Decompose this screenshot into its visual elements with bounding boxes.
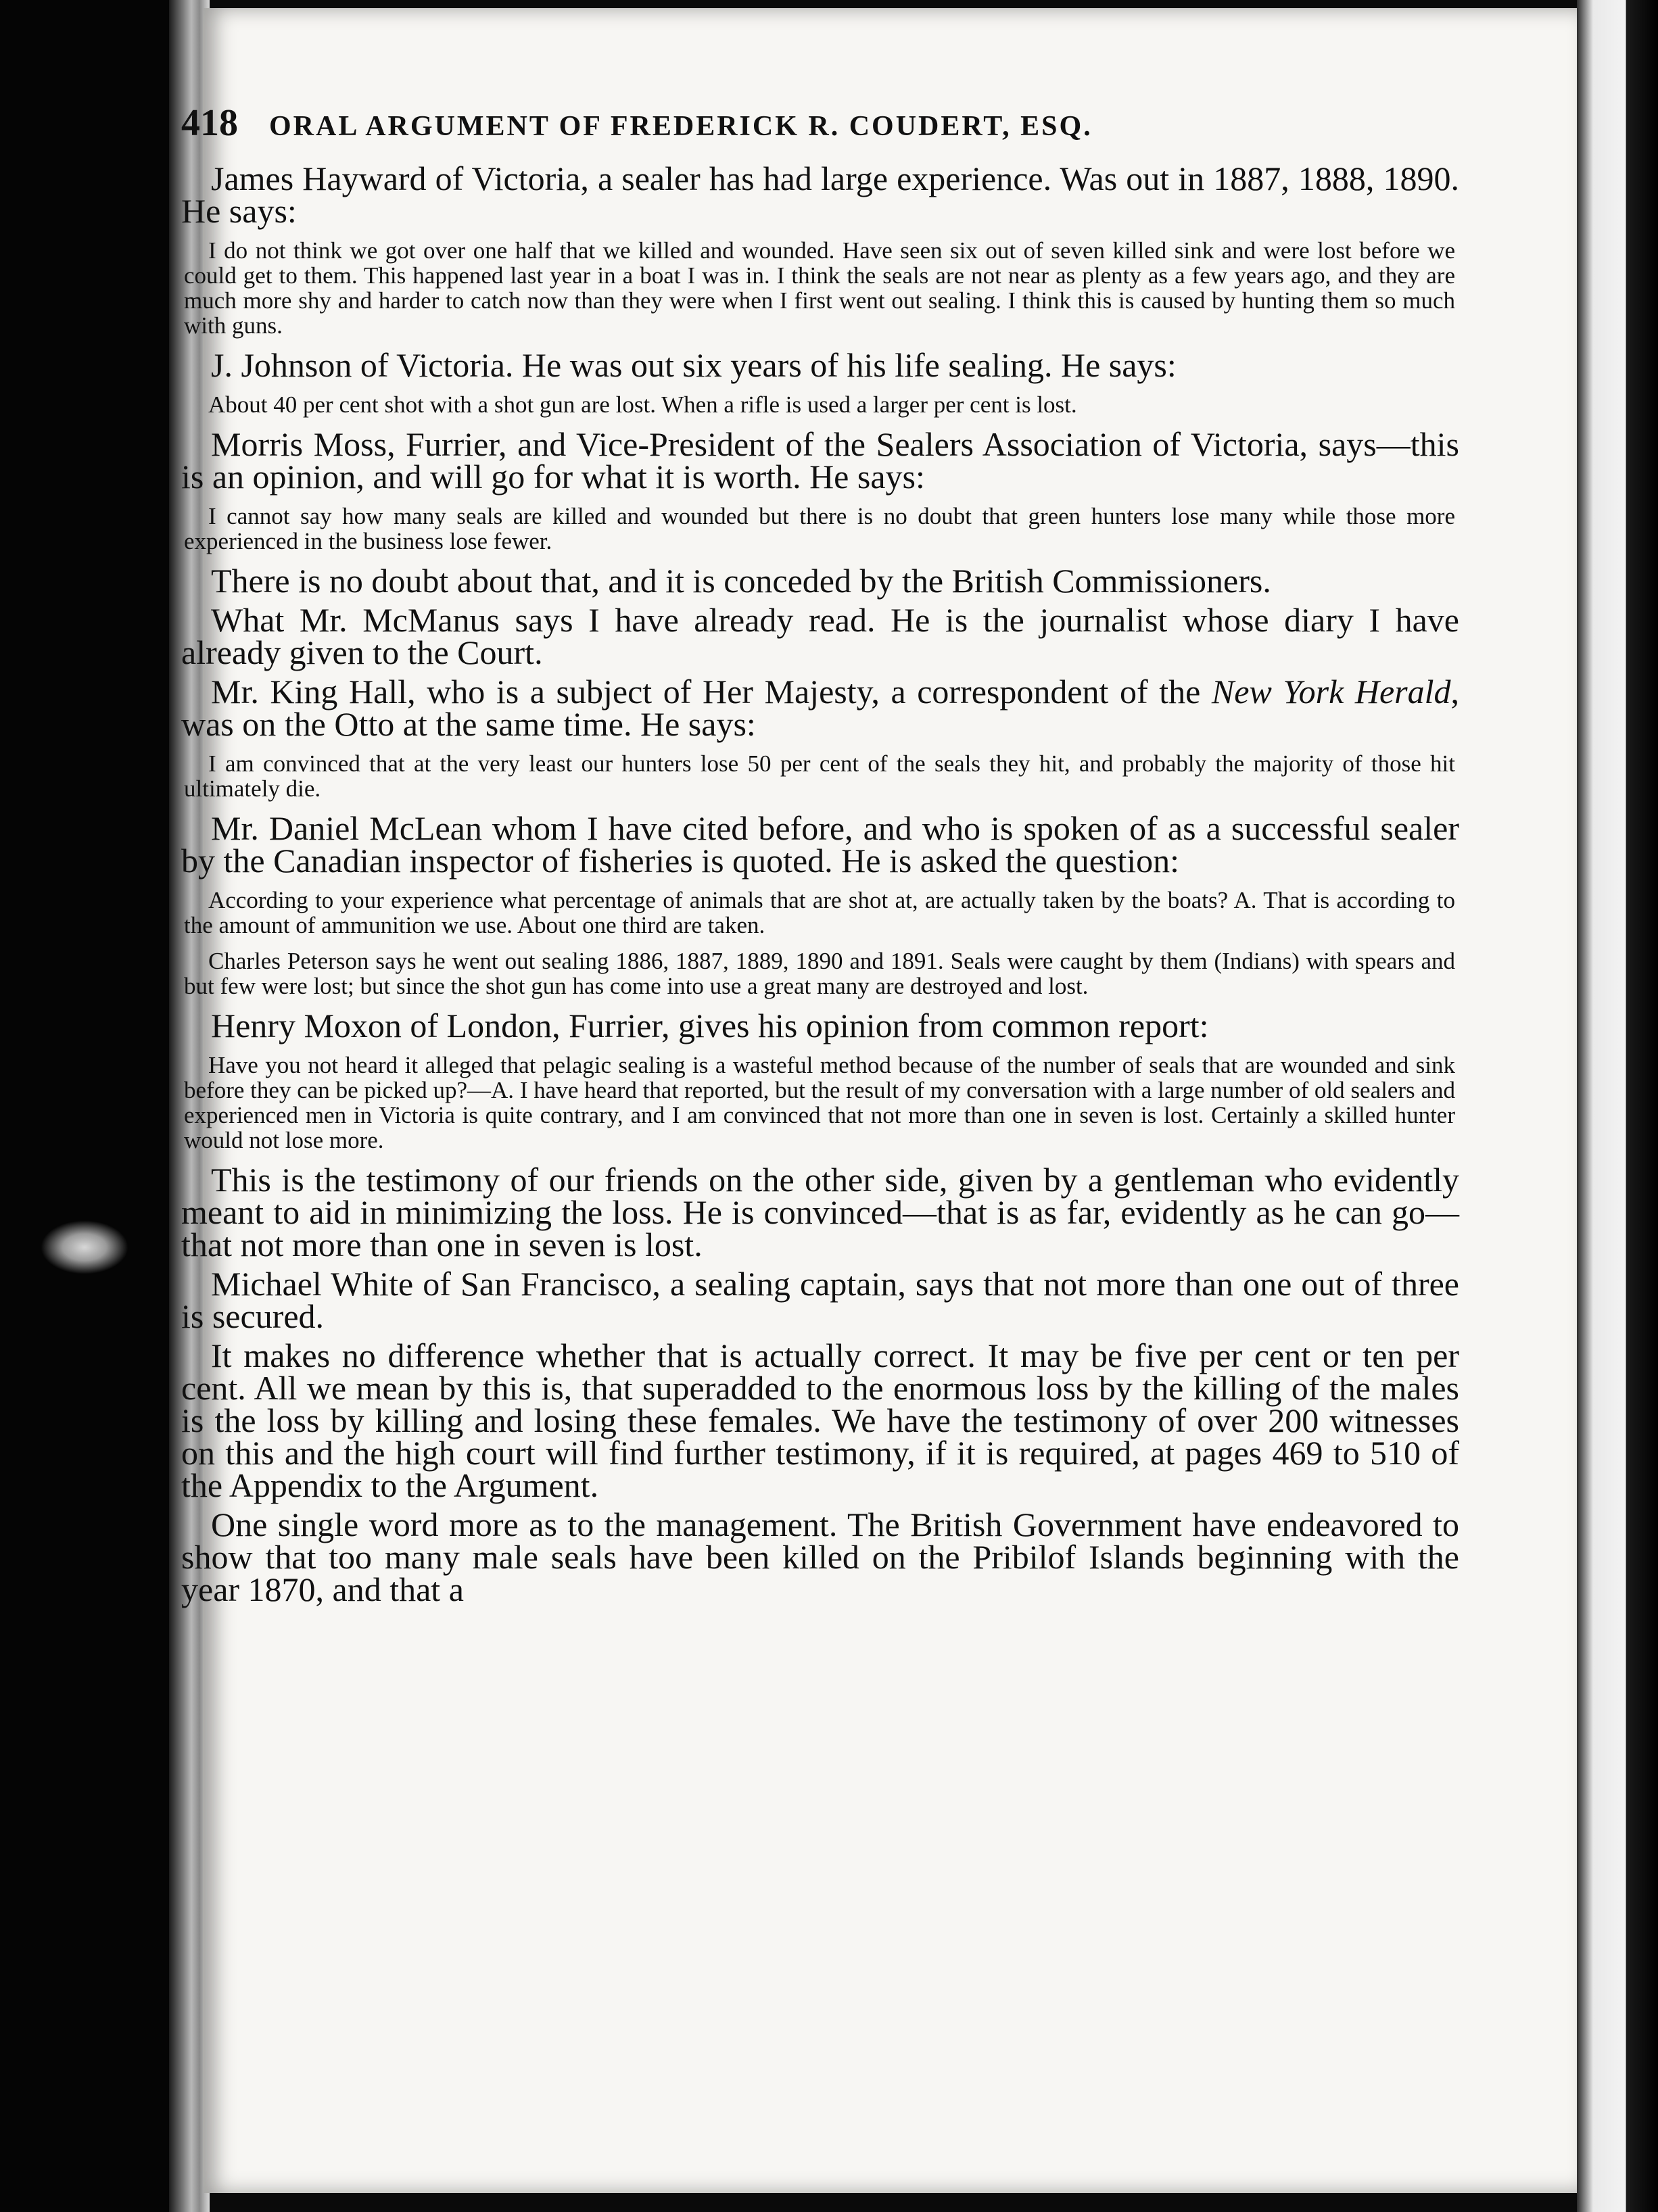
paragraph-king-hall xyxy=(181,673,1459,743)
running-title: ORAL ARGUMENT OF FREDERICK R. COUDERT, ESQ. xyxy=(269,111,1093,142)
king-hall-text-after: , was on the Otto at the same time. He says: xyxy=(181,673,1459,743)
paragraph-johnson: J. Johnson of Victoria. He was out six years of his life sealing. He says: xyxy=(211,346,1177,384)
page-number: 418 xyxy=(181,102,238,144)
paragraph-moxon: Henry Moxon of London, Furrier, gives his opinion from common report: xyxy=(211,1007,1209,1044)
running-header xyxy=(181,101,1459,145)
paragraph-mcmanus: What Mr. McManus says I have already read. He is the journalist whose diary I have already given to the Court. xyxy=(181,601,1459,671)
paragraph-mclean: Mr. Daniel McLean whom I have cited before, and who is spoken of as a successful sealer by the Canadian inspector of fisheries is quoted. He is asked the question: xyxy=(181,809,1459,880)
quote-mclean: According to your experience what percentage of animals that are shot at, are actually taken by the boats? A. That is according to the amount of ammunition we use. About one third are taken. xyxy=(184,887,1455,938)
paragraph-moss: Morris Moss, Furrier, and Vice-President of the Sealers Association of Victoria, says—this is an opinion, and will go for what it is worth. He says: xyxy=(181,425,1459,496)
paper-tear-mark xyxy=(41,1220,128,1274)
quote-hayward: I do not think we got over one half that we killed and wounded. Have seen six out of seven killed sink and were lost before we could get to them. This happened last year in a boat I was in. I think the seals are not near as plenty as a few years ago, and they are much more shy and harder to catch now than they were when I first went out sealing. I think this is caused by hunting them so much with guns. xyxy=(184,237,1455,339)
king-hall-newspaper: New York Herald xyxy=(1211,673,1451,711)
paragraph-no-doubt: There is no doubt about that, and it is conceded by the British Commissioners. xyxy=(211,562,1271,600)
page-text xyxy=(181,101,1459,1612)
scan-left-edge xyxy=(0,0,169,2212)
quote-king-hall: I am convinced that at the very least our hunters lose 50 per cent of the seals they hit, and probably the majority of those hit ultimately die. xyxy=(184,750,1455,802)
scan-right-edge xyxy=(1577,0,1658,2212)
king-hall-text-before: Mr. King Hall, who is a subject of Her Majesty, a correspondent of the xyxy=(211,673,1212,711)
quote-peterson: Charles Peterson says he went out sealing 1886, 1887, 1889, 1890 and 1891. Seals were caught by them (Indians) with spears and but few were lost; but since the shot gun has come into use a great many are destroyed and lost. xyxy=(184,948,1455,999)
paragraph-no-difference: It makes no difference whether that is actually correct. It may be five per cent or ten per cent. All we mean by this is, that superadded to the enormous loss by the killing of the males is the loss by killing and losing these females. We have the testimony of over 200 witnesses on this and the high court will find further testimony, if it is required, at pages 469 to 510 of the Appendix to the Argument. xyxy=(181,1337,1459,1504)
quote-moss: I cannot say how many seals are killed and wounded but there is no doubt that green hunters lose many while those more experienced in the business lose fewer. xyxy=(184,503,1455,554)
quote-johnson: About 40 per cent shot with a shot gun are lost. When a rifle is used a larger per cent is lost. xyxy=(208,391,1077,418)
paragraph-testimony: This is the testimony of our friends on the other side, given by a gentleman who evidently meant to aid in minimizing the loss. He is convinced—that is as far, evidently as he can go—that not more than one in seven is lost. xyxy=(181,1161,1459,1264)
paragraph-management: One single word more as to the management. The British Government have endeavored to show that too many male seals have been killed on the Pribilof Islands beginning with the year 1870, and that a xyxy=(181,1506,1459,1608)
quote-moxon: Have you not heard it alleged that pelagic sealing is a wasteful method because of the number of seals that are wounded and sink before they can be picked up?—A. I have heard that reported, but the result of my conversation with a large number of old sealers and experienced men in Victoria is quite contrary, and I am convinced that not more than one in seven is lost. Certainly a skilled hunter would not lose more. xyxy=(184,1052,1455,1153)
paragraph-michael-white: Michael White of San Francisco, a sealing captain, says that not more than one out of three is secured. xyxy=(181,1265,1459,1335)
paragraph-hayward: James Hayward of Victoria, a sealer has had large experience. Was out in 1887, 1888, 1890. He says: xyxy=(181,160,1459,230)
